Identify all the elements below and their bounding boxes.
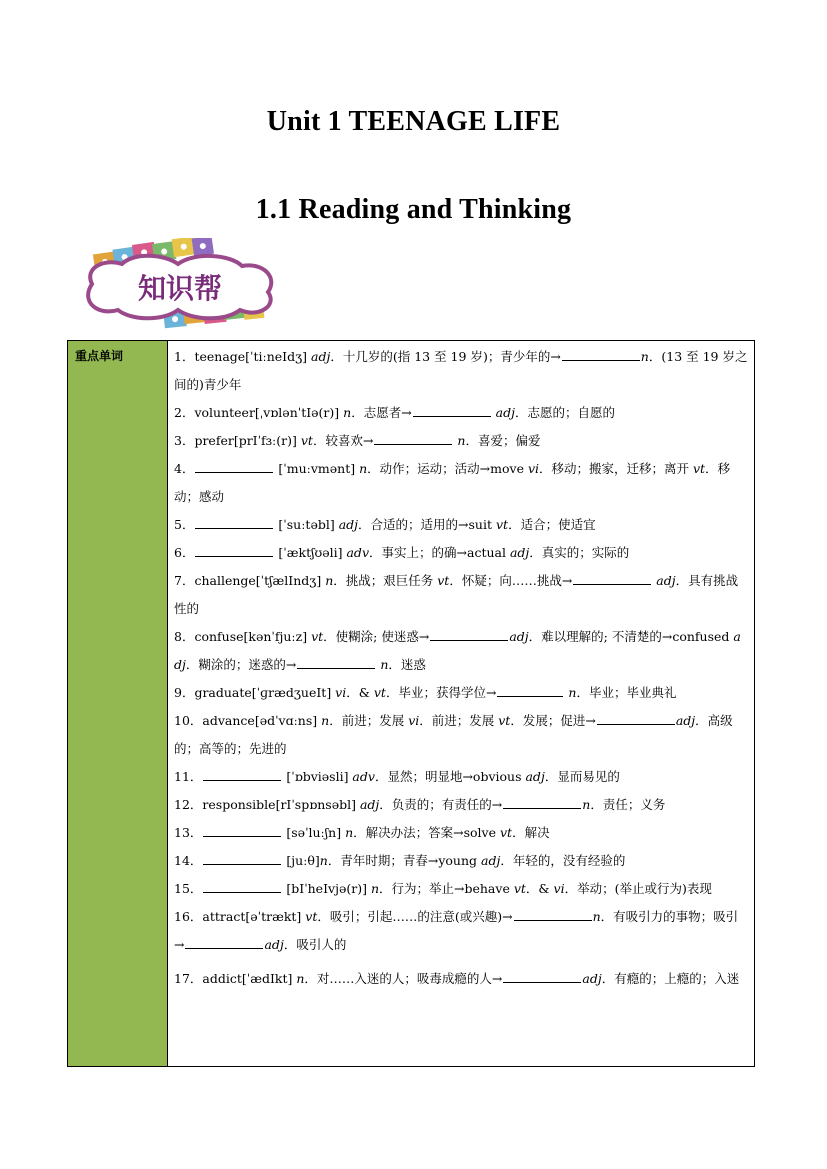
part-of-speech: n [380,657,389,672]
part-of-speech: adj [311,349,331,364]
entry-text: ．& [525,881,554,896]
entry-text: ．毕业；毕业典礼 [576,685,677,700]
vocabulary-table [67,340,755,1067]
answer-blank[interactable] [203,766,281,781]
part-of-speech: adj [174,629,741,672]
unit-title: Unit 1 TEENAGE LIFE [266,106,561,137]
part-of-speech: adj [656,573,676,588]
part-of-speech: n [582,797,591,812]
entry-text: ．挑战；艰巨任务 [333,573,438,588]
vocab-entry [174,875,748,903]
section-title: 1.1 Reading and Thinking [255,194,572,225]
entry-text: 7．challenge[ˈtʃælIndʒ] [174,573,326,588]
entry-text: ．移动；搬家，迁移；离开 [539,461,693,476]
part-of-speech: n [457,433,466,448]
part-of-speech: vi [335,685,347,700]
table-label-cell [68,341,168,1067]
part-of-speech: vt [513,881,526,896]
vocab-entry [174,965,748,993]
entry-text: ．责任；义务 [590,797,666,812]
entry-text: 15． [174,881,203,896]
entry-text: 5． [174,517,195,532]
part-of-speech: n [321,713,330,728]
entry-text: ．举动；(举止或行为)表现 [564,881,712,896]
answer-blank[interactable] [573,570,651,585]
answer-blank[interactable] [203,878,281,893]
part-of-speech: adj [509,545,530,560]
entry-text: ．青年时期；青春→young [327,853,481,868]
entry-text: ．怀疑；向……挑战→ [449,573,573,588]
part-of-speech: adj [509,629,529,644]
entry-text: 3．prefer[prIˈfɜː(r)] [174,433,301,448]
entry-text: 2．volunteer[ˌvɒlənˈtIə(r)] [174,405,344,420]
entry-text: ．解决 [512,825,550,840]
entry-text: [ˈæktʃʊəli] [274,545,347,560]
entry-text: ．合适的；适用的→suit [358,517,496,532]
answer-blank[interactable] [413,402,491,417]
part-of-speech: vt [499,825,513,840]
entry-text: ．吸引；引起……的注意(或兴趣)→ [317,909,513,924]
part-of-speech: n [359,461,368,476]
answer-blank[interactable] [297,654,375,669]
entry-text: 6． [174,545,195,560]
entry-text: 14． [174,853,203,868]
entry-text: 16．attract[əˈtrækt] [174,909,306,924]
entry-text: 17．addict[ˈædIkt] [174,971,297,986]
part-of-speech: adj [495,405,516,420]
part-of-speech: adj [481,853,501,868]
entry-text: 9．graduate[ˈɡrædʒueIt] [174,685,336,700]
vocab-entry [174,455,748,511]
entry-text: ．前进；发展 [419,713,499,728]
vocab-entry [174,847,748,875]
answer-blank[interactable] [597,710,675,725]
answer-blank[interactable] [430,626,508,641]
entry-text: ．& [346,685,374,700]
part-of-speech: vt [437,573,450,588]
entry-text: ．解决办法；答案→solve [353,825,500,840]
vocab-entry [174,427,748,455]
part-of-speech: adj [359,797,380,812]
part-of-speech: vt [498,713,511,728]
part-of-speech: n [343,405,352,420]
entry-text: ．行为；举止→behave [379,881,514,896]
entry-text: 13． [174,825,203,840]
entry-text: ．显然；明显地→obvious [374,769,526,784]
vocab-entry [174,623,748,679]
entry-text: ．动作；运动；活动→move [367,461,528,476]
answer-blank[interactable] [185,934,263,949]
vocab-entry [174,791,748,819]
entry-text: ．志愿的；自愿的 [515,405,616,420]
part-of-speech: vi [408,713,420,728]
entry-text: ．吸引人的 [283,937,347,952]
answer-blank[interactable] [203,822,281,837]
entry-text: ．迷惑 [388,657,426,672]
part-of-speech: n [296,971,305,986]
part-of-speech: vt [305,909,318,924]
answer-blank[interactable] [562,346,640,361]
entry-text: ．年轻的，没有经验的 [500,853,626,868]
entry-text: ．使糊涂; 使迷惑→ [323,629,430,644]
part-of-speech: adv [352,769,375,784]
entry-text: ．较喜欢→ [312,433,374,448]
answer-blank[interactable] [503,968,581,983]
entry-text: ．具有挑战性的 [174,573,739,616]
part-of-speech: adj [675,713,696,728]
part-of-speech: n [345,825,354,840]
entry-text: ．志愿者→ [351,405,412,420]
entry-text: [ˈmuːvmənt] [274,461,360,476]
part-of-speech: adj [264,937,284,952]
entry-text: ．十几岁的(指 13 至 19 岁)；青少年的→ [330,349,561,364]
entry-text: ．发展；促进→ [510,713,596,728]
entry-text: ．毕业；获得学位→ [385,685,497,700]
entry-text: 1．teenage[ˈtiːneIdʒ] [174,349,312,364]
entry-text: [səˈluːʃn] [282,825,346,840]
entry-text: [juːθ] [282,853,320,868]
part-of-speech: n [568,685,577,700]
entry-text: 4． [174,461,195,476]
key-words-label: 重点单词 [75,349,124,363]
entry-text: ．事实上；的确→actual [369,545,510,560]
entry-text: ．有吸引力的事物；吸引→ [174,909,739,952]
vocab-entry [174,567,748,623]
knowledge-help-badge-icon [74,238,284,330]
entry-text: [bIˈheIvjə(r)] [282,881,371,896]
entry-text: ．(13 至 19 岁之间的)青少年 [174,349,748,392]
entry-text: 12．responsible[rIˈspɒnsəbl] [174,797,360,812]
vocab-entry [174,343,748,399]
part-of-speech: vi [527,461,540,476]
vocab-entry [174,539,748,567]
answer-blank[interactable] [503,794,581,809]
entry-text: 8．confuse[kənˈfjuːz] [174,629,312,644]
entry-text: [ˈsuːtəbl] [274,517,339,532]
part-of-speech: vi [553,881,565,896]
part-of-speech: n [319,853,328,868]
part-of-speech: vt [300,433,313,448]
entry-text: ．显而易见的 [544,769,620,784]
entry-text: ．真实的；实际的 [529,545,630,560]
vocab-entry [174,707,748,763]
answer-blank[interactable] [195,542,273,557]
answer-blank[interactable] [195,514,273,529]
entry-text: ．移动；感动 [174,461,731,504]
vocab-entry [174,511,748,539]
entry-text: ．负责的；有责任的→ [379,797,503,812]
part-of-speech: vt [495,517,509,532]
entry-text: ．适合；使适宜 [508,517,596,532]
svg-text:知识帮: 知识帮 [137,272,223,305]
entry-text: [ˈɒbviəsli] [282,769,353,784]
part-of-speech: n [370,881,379,896]
part-of-speech: adj [525,769,545,784]
vocab-entry [174,763,748,791]
entry-text: ．有瘾的；上瘾的；入迷 [601,971,740,986]
vocab-entry [174,399,748,427]
part-of-speech: n [592,909,601,924]
vocabulary-list [168,341,755,1067]
entry-text: 10．advance[ədˈvɑːns] [174,713,322,728]
part-of-speech: adv [346,545,370,560]
vocab-entry [174,903,748,959]
vocab-entry [174,819,748,847]
part-of-speech: adj [338,517,359,532]
answer-blank[interactable] [497,682,563,697]
vocab-entry [174,679,748,707]
part-of-speech: vt [373,685,386,700]
entry-text: ．对……入迷的人；吸毒成瘾的人→ [304,971,503,986]
answer-blank[interactable] [195,458,273,473]
entry-text: ．难以理解的; 不清楚的→confused [528,629,734,644]
part-of-speech: n [640,349,649,364]
part-of-speech: vt [311,629,324,644]
answer-blank[interactable] [514,906,592,921]
entry-text: ．喜爱；偏爱 [465,433,541,448]
part-of-speech: n [325,573,334,588]
entry-text: 11． [174,769,203,784]
answer-blank[interactable] [374,430,452,445]
entry-text: ．高级的；高等的；先进的 [174,713,733,756]
entry-text: ．糊涂的；迷惑的→ [185,657,297,672]
answer-blank[interactable] [203,850,281,865]
part-of-speech: vt [693,461,706,476]
part-of-speech: adj [582,971,602,986]
entry-text: ．前进；发展 [329,713,409,728]
